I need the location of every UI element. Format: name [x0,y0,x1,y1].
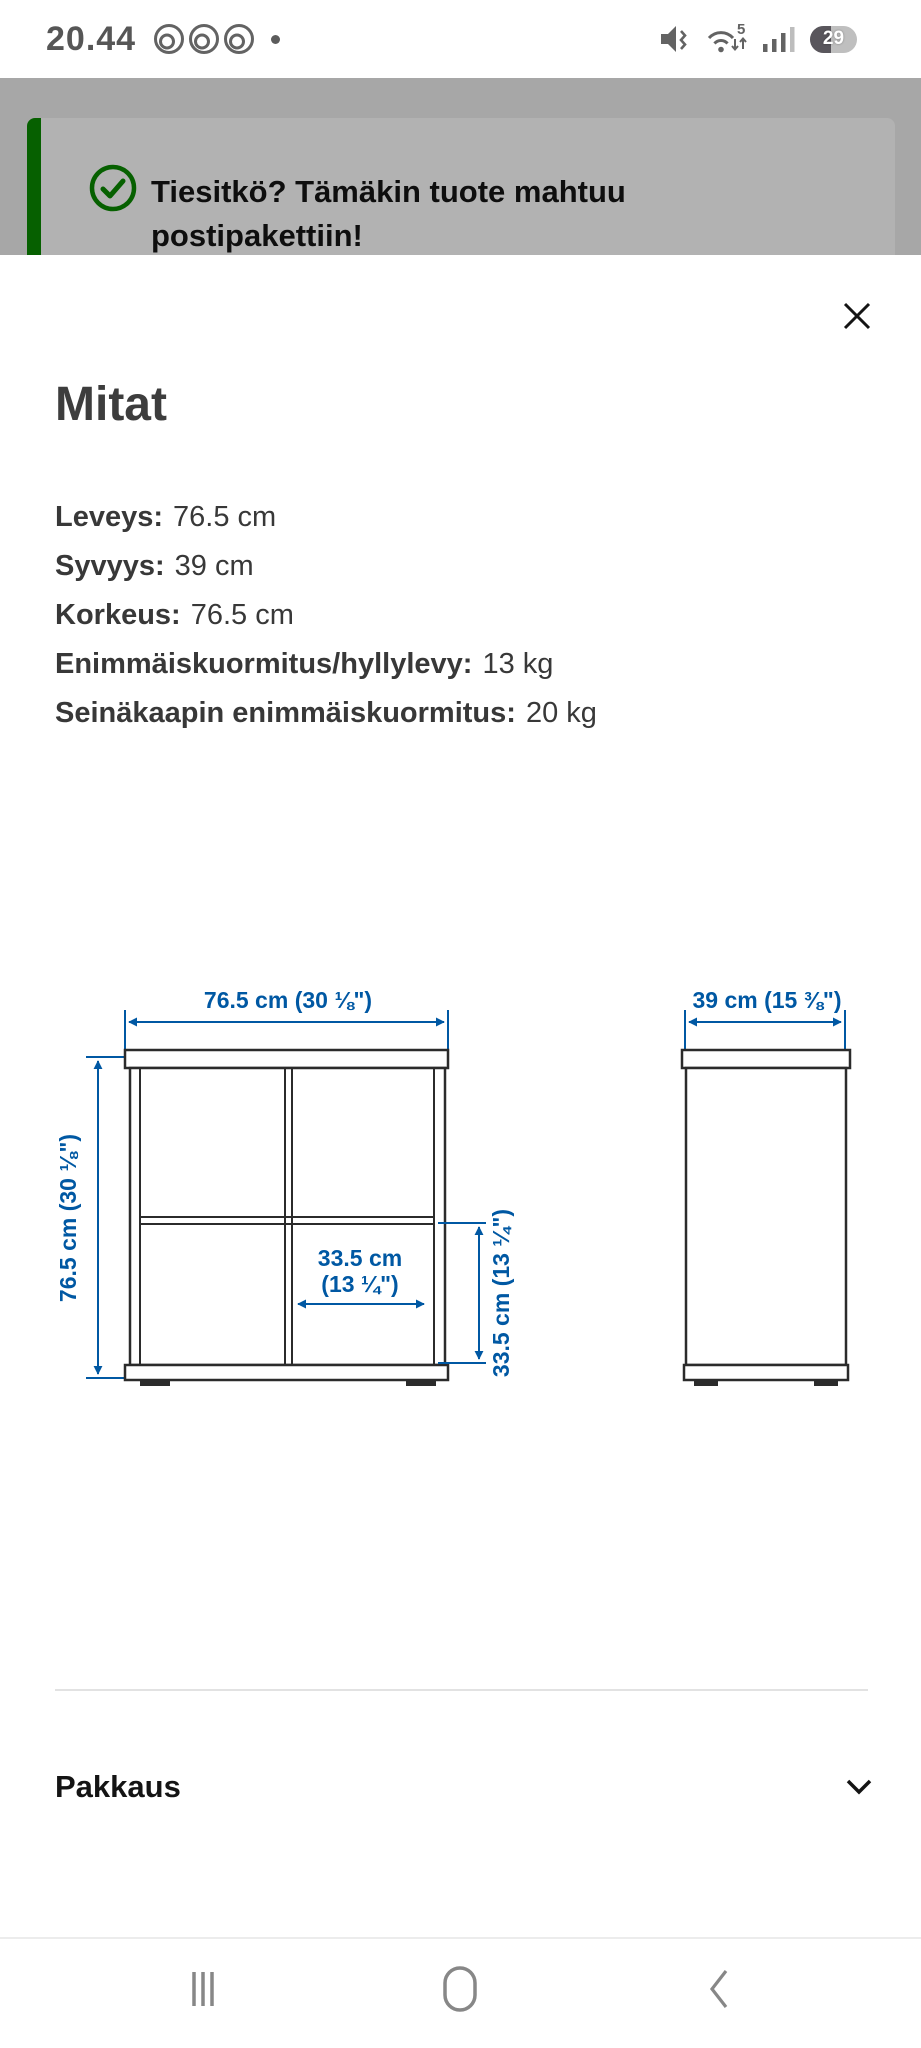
notification-icons [150,20,255,58]
chevron-down-icon [843,1777,875,1797]
inner-width-label-line2: (13 ¼") [321,1271,399,1297]
spec-label: Syvyys: [55,550,165,582]
spec-label: Enimmäiskuormitus/hyllylevy: [55,648,473,680]
battery-percent: 29 [822,28,845,49]
battery-indicator [810,26,857,53]
recent-apps-icon [181,1965,225,2013]
spiral-notification-icon [220,20,258,58]
back-button[interactable] [699,1965,739,2016]
spec-label: Leveys: [55,501,164,533]
clock-text: 20.44 [46,19,137,58]
spiral-notification-icon [150,20,188,58]
svg-text:5: 5 [737,21,746,38]
spec-row [55,640,597,689]
banner-message: Tiesitkö? Tämäkin tuote mahtuu postipakettiin! [151,174,626,253]
spec-label: Korkeus: [55,599,181,631]
spec-row [55,493,597,542]
status-bar [0,0,921,78]
cellular-signal-icon [761,24,797,54]
spec-value: 20 kg [525,697,597,729]
close-button[interactable] [837,297,877,337]
status-indicators [659,21,857,57]
front-height-label: 76.5 cm (30 ⅛") [55,1133,82,1303]
recent-apps-button[interactable] [181,1965,225,2016]
close-icon [839,298,875,334]
modal-scrim[interactable] [0,78,921,255]
spec-value: 76.5 cm [173,501,277,533]
side-depth-label: 39 cm (15 ⅜") [692,987,842,1013]
home-icon [438,1965,482,2013]
wifi-5g-icon [704,21,748,57]
dimensions-bottom-sheet [0,255,921,2048]
spiral-notification-icon [185,20,223,58]
front-width-label: 76.5 cm (30 ⅛") [203,987,373,1013]
spec-value: 39 cm [174,550,254,582]
page-title: Mitat [55,378,167,431]
section-divider [55,1689,868,1691]
spec-row [55,591,597,640]
spec-label: Seinäkaapin enimmäiskuormitus: [55,697,516,729]
spec-row [55,689,597,738]
accordion-label: Pakkaus [55,1769,181,1804]
android-nav-bar [0,1937,921,2048]
mute-vibrate-icon [659,22,691,56]
inner-height-label: 33.5 cm (13 ¼") [488,1208,515,1378]
spec-value: 76.5 cm [190,599,294,631]
home-button[interactable] [438,1965,482,2016]
spec-row [55,542,597,591]
dimension-spec-list [55,493,597,738]
dimension-diagram [40,978,881,1390]
inner-width-label-line1: 33.5 cm [317,1245,403,1271]
spec-value: 13 kg [482,648,554,680]
more-notifications-dot [271,35,280,44]
accordion-packaging[interactable] [55,1753,875,1821]
back-chevron-icon [699,1965,739,2013]
